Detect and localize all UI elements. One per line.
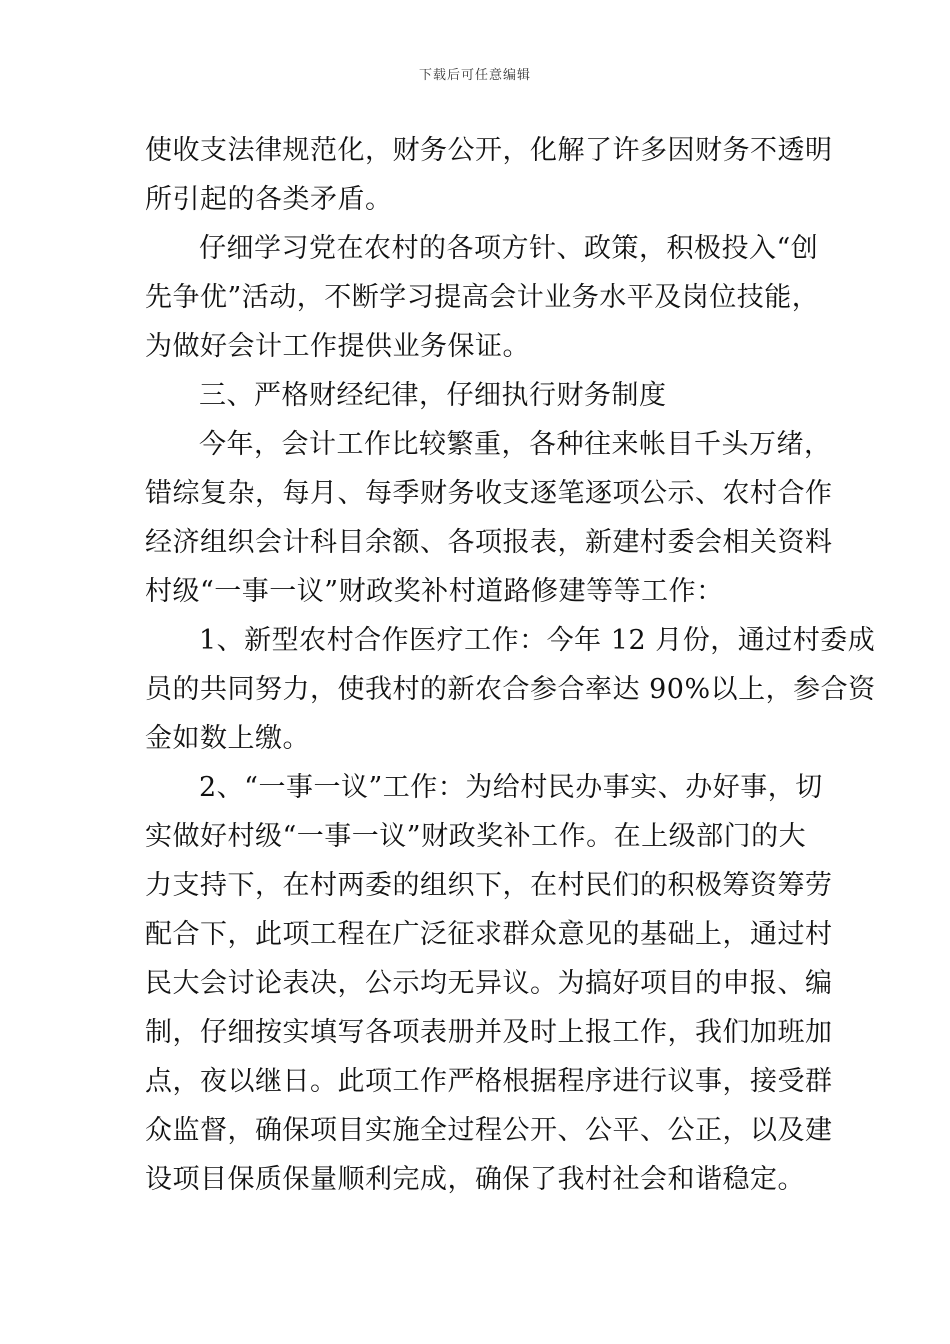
text-line: 点，夜以继日。此项工作严格根据程序进行议事，接受群 [145, 1066, 833, 1097]
text-line: 设项目保质保量顺利完成，确保了我村社会和谐稳定。 [145, 1164, 805, 1195]
text-line: 众监督，确保项目实施全过程公开、公平、公正，以及建 [145, 1115, 833, 1146]
text-line: 制，仔细按实填写各项表册并及时上报工作，我们加班加 [145, 1017, 833, 1048]
text-line: 所引起的各类矛盾。 [145, 184, 393, 215]
text-line: 村级“一事一议”财政奖补村道路修建等等工作： [145, 576, 724, 607]
document-body [145, 126, 876, 1204]
text-line: 民大会讨论表决，公示均无异议。为搞好项目的申报、编 [145, 968, 833, 999]
text-line: 使收支法律规范化，财务公开，化解了许多因财务不透明 [145, 135, 833, 166]
text-line: 先争优”活动，不断学习提高会计业务水平及岗位技能， [145, 282, 820, 313]
page-header: 下载后可任意编辑 [418, 68, 531, 83]
text-line: 仔细学习党在农村的各项方针、政策，积极投入“创 [199, 233, 819, 264]
text-line: 员的共同努力，使我村的新农合参合率达 90%以上，参合资 [145, 674, 876, 705]
text-line: 今年，会计工作比较繁重，各种往来帐目千头万绪， [199, 429, 832, 460]
text-line: 配合下，此项工程在广泛征求群众意见的基础上，通过村 [145, 919, 833, 950]
text-line: 金如数上缴。 [145, 723, 310, 754]
text-line: 经济组织会计科目余额、各项报表，新建村委会相关资料 [145, 527, 833, 558]
text-line: 力支持下，在村两委的组织下，在村民们的积极筹资筹劳 [145, 870, 833, 901]
text-line: 为做好会计工作提供业务保证。 [145, 331, 530, 362]
text-line: 错综复杂，每月、每季财务收支逐笔逐项公示、农村合作 [145, 478, 833, 509]
section-heading: 三、严格财经纪律，仔细执行财务制度 [199, 380, 667, 411]
text-line: 实做好村级“一事一议”财政奖补工作。在上级部门的大 [145, 821, 807, 852]
text-line: 2、“一事一议”工作：为给村民办事实、办好事，切 [199, 772, 823, 803]
text-line: 1、新型农村合作医疗工作：今年 12 月份，通过村委成 [199, 625, 876, 656]
